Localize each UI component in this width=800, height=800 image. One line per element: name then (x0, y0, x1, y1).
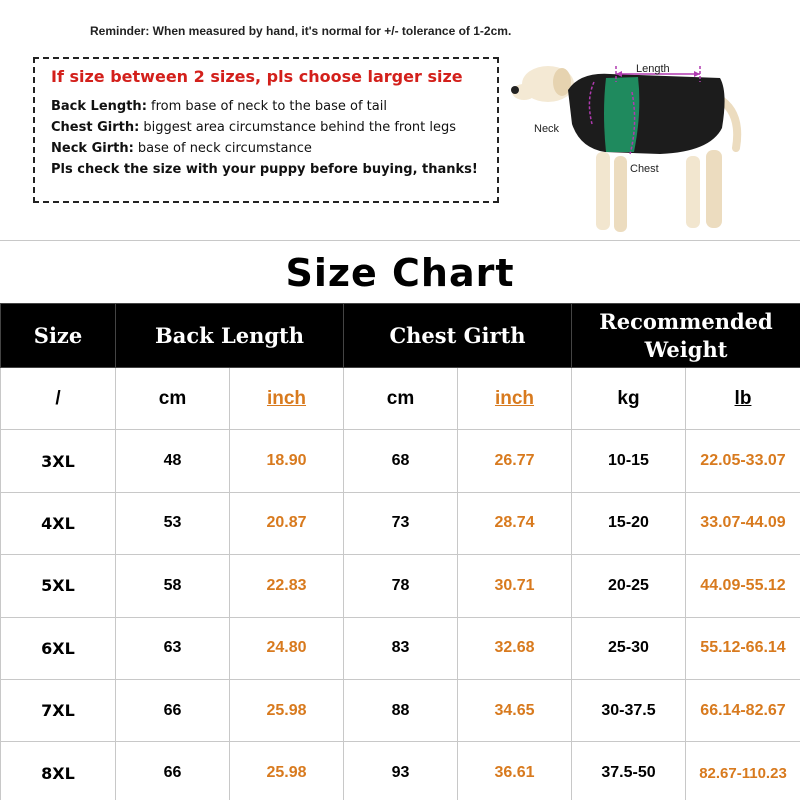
cell-size: 8XL (1, 742, 116, 800)
cell-chest-inch: 32.68 (458, 617, 572, 679)
cell-chest-cm: 78 (344, 555, 458, 617)
header-size: Size (1, 304, 116, 368)
chart-title: Size Chart (285, 251, 515, 295)
header-chest-girth: Chest Girth (344, 304, 572, 368)
unit-chest-cm: cm (344, 368, 458, 430)
header-weight (572, 304, 800, 368)
cell-kg: 20-25 (572, 555, 686, 617)
cell-back-inch: 25.98 (230, 742, 344, 800)
table-row (1, 492, 800, 554)
cell-back-inch: 20.87 (230, 492, 344, 554)
cell-chest-inch: 28.74 (458, 492, 572, 554)
cell-kg: 10-15 (572, 430, 686, 492)
cell-lb: 55.12-66.14 (686, 617, 800, 679)
neck-label: Neck (534, 123, 560, 135)
table-row (1, 430, 800, 492)
cell-lb: 66.14-82.67 (686, 679, 800, 741)
cell-kg: 37.5-50 (572, 742, 686, 800)
cell-chest-inch: 26.77 (458, 430, 572, 492)
cell-chest-inch: 36.61 (458, 742, 572, 800)
cell-back-cm: 58 (116, 555, 230, 617)
cell-chest-cm: 88 (344, 679, 458, 741)
unit-back-cm: cm (116, 368, 230, 430)
reminder-text: Reminder: When measured by hand, it's normal for +/- tolerance of 1-2cm. (90, 24, 512, 38)
note-desc: biggest area circumstance behind the front legs (139, 120, 457, 135)
cell-back-cm: 66 (116, 742, 230, 800)
dog-coat (568, 74, 725, 154)
note-term: Chest Girth: (51, 120, 140, 135)
unit-chest-inch: inch (458, 368, 572, 430)
header-back-length: Back Length (116, 304, 344, 368)
cell-back-inch: 25.98 (230, 679, 344, 741)
cell-kg: 15-20 (572, 492, 686, 554)
arrow-right-icon (694, 71, 700, 77)
cell-chest-cm: 93 (344, 742, 458, 800)
cell-back-inch: 22.83 (230, 555, 344, 617)
cell-size: 7XL (1, 679, 116, 741)
cell-lb: 82.67-110.23 (686, 742, 800, 800)
cell-kg: 30-37.5 (572, 679, 686, 741)
cell-chest-inch: 34.65 (458, 679, 572, 741)
dog-illustration (510, 52, 770, 242)
dog-nose (511, 86, 519, 94)
table-row (1, 617, 800, 679)
unit-lb: lb (686, 368, 800, 430)
size-notes-box (33, 57, 499, 203)
table-row (1, 742, 800, 800)
dog-front-leg (614, 156, 627, 232)
unit-size: / (1, 368, 116, 430)
cell-size: 4XL (1, 492, 116, 554)
size-chart (0, 240, 800, 800)
note-check (51, 159, 497, 180)
cell-kg: 25-30 (572, 617, 686, 679)
note-neck-girth (51, 138, 497, 159)
note-desc: base of neck circumstance (133, 141, 312, 156)
cell-chest-cm: 73 (344, 492, 458, 554)
cell-chest-cm: 68 (344, 430, 458, 492)
chest-label: Chest (630, 163, 659, 175)
note-term: Back Length: (51, 99, 147, 114)
table-row (1, 679, 800, 741)
dog-measurement-diagram (510, 52, 770, 242)
length-label: Length (636, 63, 670, 75)
header-weight-line1: Recommended (599, 308, 773, 334)
dog-back-leg (686, 156, 700, 228)
note-term: Neck Girth: (51, 141, 134, 156)
unit-row (1, 368, 800, 430)
unit-kg: kg (572, 368, 686, 430)
note-desc: from base of neck to the base of tail (146, 99, 387, 114)
cell-size: 5XL (1, 555, 116, 617)
cell-lb: 22.05-33.07 (686, 430, 800, 492)
size-table (0, 303, 800, 800)
cell-lb: 44.09-55.12 (686, 555, 800, 617)
dog-back-leg (706, 150, 722, 228)
cell-chest-cm: 83 (344, 617, 458, 679)
note-chest-girth (51, 117, 497, 138)
cell-back-cm: 53 (116, 492, 230, 554)
size-warning: If size between 2 sizes, pls choose larger size (51, 67, 463, 86)
cell-back-cm: 63 (116, 617, 230, 679)
cell-back-inch: 18.90 (230, 430, 344, 492)
cell-back-cm: 66 (116, 679, 230, 741)
unit-back-inch: inch (230, 368, 344, 430)
table-row (1, 555, 800, 617)
header-weight-line2: Weight (644, 336, 728, 362)
note-back-length (51, 96, 497, 117)
cell-chest-inch: 30.71 (458, 555, 572, 617)
cell-size: 3XL (1, 430, 116, 492)
cell-size: 6XL (1, 617, 116, 679)
cell-lb: 33.07-44.09 (686, 492, 800, 554)
note-check-text: Pls check the size with your puppy before buying, thanks! (51, 162, 478, 177)
dog-front-leg (596, 152, 610, 230)
cell-back-inch: 24.80 (230, 617, 344, 679)
cell-back-cm: 48 (116, 430, 230, 492)
